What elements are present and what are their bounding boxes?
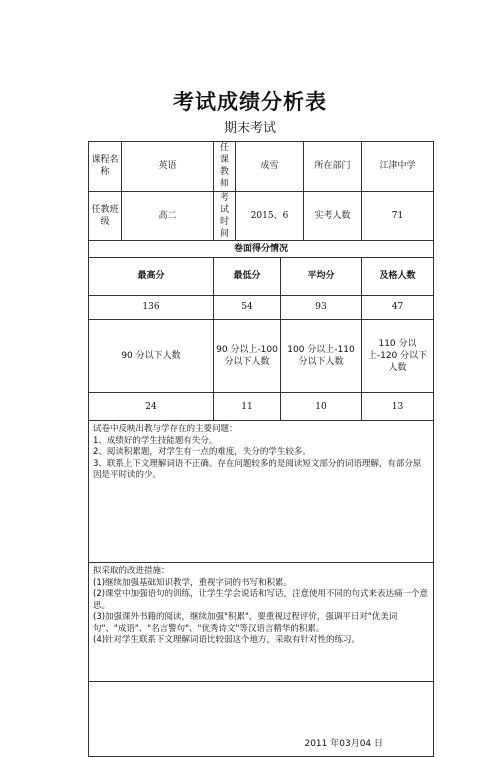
course-value: 英语 xyxy=(122,142,214,192)
measure-line: (1)继续加强基础知识教学，重视字词的书写和积累。 xyxy=(93,577,293,588)
report-date: 2011 年03月04 日 xyxy=(89,682,434,757)
stat-header: 平均分 xyxy=(281,258,362,295)
page-title: 考试成绩分析表 xyxy=(173,90,327,114)
dept-value: 江津中学 xyxy=(362,142,434,192)
problems-section xyxy=(89,421,434,563)
teacher-label: 任课教师 xyxy=(214,142,236,192)
measure-line: (4)针对学生联系下文理解词语比较弱这个地方，采取有针对性的练习。 xyxy=(93,635,361,646)
info-row-1 xyxy=(89,142,434,192)
band-value: 10 xyxy=(281,393,362,421)
band-header: 110 分以上-120 分以下人数 xyxy=(362,319,434,393)
stat-value: 93 xyxy=(281,295,362,319)
problem-line: 3、联系上下文理解词语不正确。存在问题较多的是阅读短文部分的词语理解，有部分原因是平时读的少。 xyxy=(93,458,422,481)
time-label: 考试时间 xyxy=(214,191,236,241)
problem-line: 2、阅读积累题，对学生有一点的难度，失分的学生较多。 xyxy=(93,447,311,458)
problems-heading: 试卷中反映出教与学存在的主要问题： xyxy=(93,424,238,435)
section-heading: 卷面得分情况 xyxy=(89,241,434,258)
stat-header: 及格人数 xyxy=(362,258,434,295)
stat-header: 最高分 xyxy=(89,258,214,295)
measures-heading: 拟采取的改进措施： xyxy=(93,566,170,577)
band-header: 90 分以上-100 分以下人数 xyxy=(214,319,281,393)
band-value: 24 xyxy=(89,393,214,421)
measures-section xyxy=(89,563,434,682)
bands-header-row xyxy=(89,319,434,393)
stat-value: 54 xyxy=(214,295,281,319)
stats-header-row xyxy=(89,258,434,295)
bands-value-row xyxy=(89,393,434,421)
problem-line: 1、成绩好的学生技能题有失分。 xyxy=(93,435,218,446)
class-label: 任教班级 xyxy=(89,191,122,241)
stat-value: 47 xyxy=(362,295,434,319)
section-heading-row xyxy=(89,241,434,258)
stats-value-row xyxy=(89,295,434,319)
time-value: 2015、6 xyxy=(236,191,304,241)
band-value: 13 xyxy=(362,393,434,421)
band-value: 11 xyxy=(214,393,281,421)
count-label: 实考人数 xyxy=(304,191,362,241)
measure-line: (2)课堂中加强语句的训练，让学生学会说话和写话，注意使用不同的句式来表达痛一个意思。 xyxy=(93,589,429,611)
analysis-table xyxy=(88,141,434,757)
course-label: 课程名称 xyxy=(89,142,122,192)
dept-label: 所在部门 xyxy=(304,142,362,192)
band-header: 90 分以下人数 xyxy=(89,319,214,393)
count-value: 71 xyxy=(362,191,434,241)
info-row-2 xyxy=(89,191,434,241)
class-value: 高二 xyxy=(122,191,214,241)
stat-header: 最低分 xyxy=(214,258,281,295)
date-row xyxy=(89,682,434,757)
problems-row xyxy=(89,421,434,563)
teacher-value: 成雪 xyxy=(236,142,304,192)
page-subtitle: 期末考试 xyxy=(223,121,276,136)
measures-row xyxy=(89,563,434,682)
stat-value: 136 xyxy=(89,295,214,319)
band-header: 100 分以上-110 分以下人数 xyxy=(281,319,362,393)
measure-line: (3)加强课外书籍的阅读，继续加强"积累"，要重视过程评价，强调平日对"优美词句"、"成语"、"名言警句"、"优秀诗文"等汉语言精华的积累。 xyxy=(93,612,398,634)
